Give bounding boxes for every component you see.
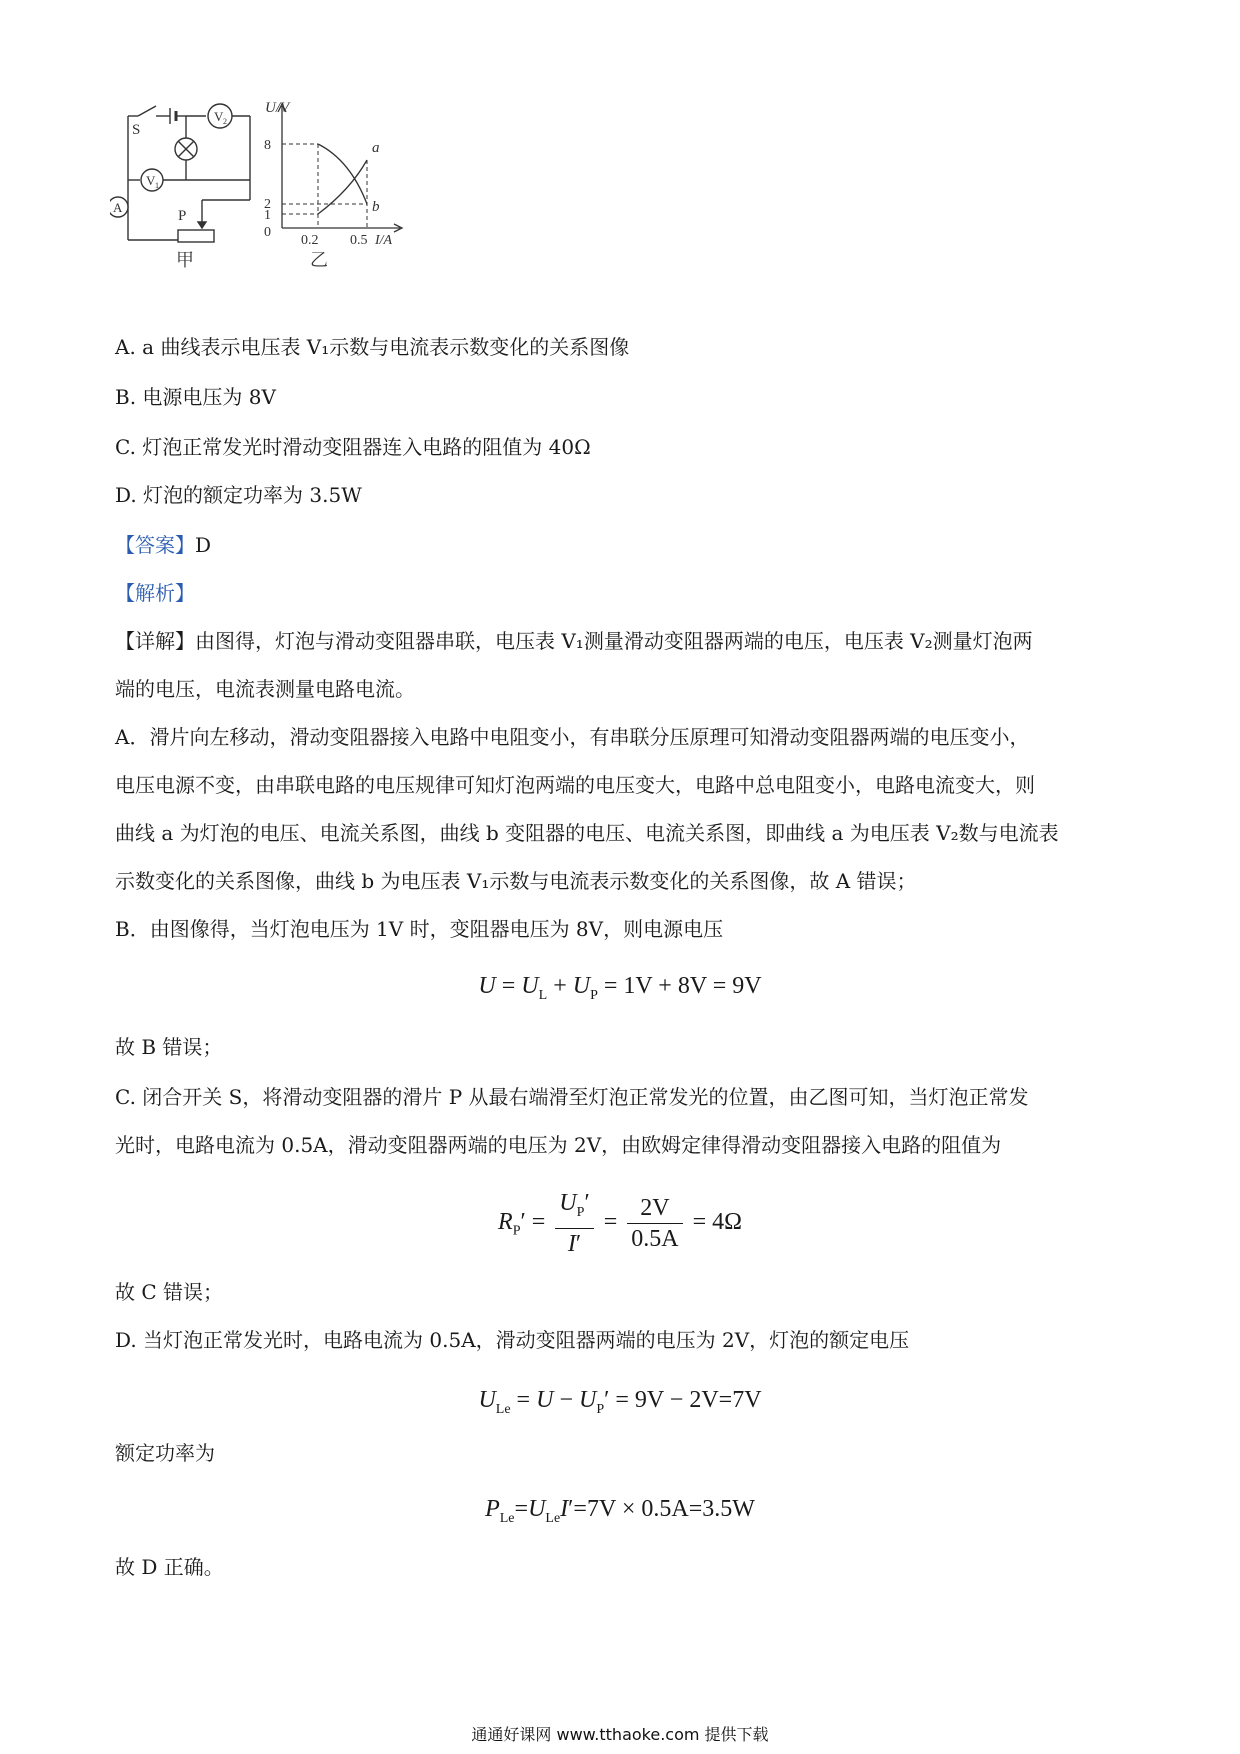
x-tick-0-2: 0.2 <box>301 233 319 248</box>
origin-label: 0 <box>264 225 271 240</box>
section-c-paragraph <box>115 1073 1135 1169</box>
voltmeter-v1-sub: 1 <box>155 181 159 190</box>
section-a-line: A．滑片向左移动，滑动变阻器接入电路中电阻变小，有串联分压原理可知滑动变阻器两端的电压变小， <box>115 725 1030 749</box>
y-tick-1: 1 <box>264 208 271 223</box>
switch-label: S <box>132 122 141 138</box>
equation-resistance: $R_P'$ = $\frac{U_P'}{I'}$ = $\frac{2V}{0.5A}$ = 4Ω <box>498 1190 742 1257</box>
curve-b <box>318 144 367 204</box>
detail-paragraph <box>115 617 1135 953</box>
equation-d2-rhs: =7V × 0.5A=3.5W <box>573 1496 755 1522</box>
equation-c-denominator: 0.5A <box>631 1225 679 1252</box>
equation-source-voltage: $U = U_L + U_P = 1V + 8V = 9V$ <box>478 973 762 1003</box>
ui-graph <box>278 104 402 232</box>
analysis-label: 【解析】 <box>115 581 195 605</box>
curve-b-label: b <box>372 199 380 215</box>
section-c-line: C. 闭合开关 S，将滑动变阻器的滑片 P 从最右端滑至灯泡正常发光的位置，由乙图可知，当灯泡正常发 <box>115 1085 1029 1109</box>
y-tick-2: 2 <box>264 197 271 212</box>
y-axis-label: U/V <box>265 100 290 116</box>
answer-value: D <box>195 533 212 557</box>
page-footer: 通通好课网 www.tthaoke.com 提供下载 <box>471 1725 769 1744</box>
section-a-line: 曲线 a 为灯泡的电压、电流关系图，曲线 b 变阻器的电压、电流关系图，即曲线 a 为电压表 V₂数与电流表 <box>115 821 1059 845</box>
circuit-and-graph-figure <box>110 100 470 310</box>
circuit-caption: 甲 <box>176 250 194 270</box>
section-c-line: 光时，电路电流为 0.5A，滑动变阻器两端的电压为 2V，由欧姆定律得滑动变阻器接入电路的阻值为 <box>115 1133 1002 1157</box>
equation-rated-power: $P_{Le}=U_{Le}I'=7V \times 0.5A=3.5W$ <box>485 1496 755 1526</box>
y-tick-8: 8 <box>264 138 271 153</box>
equation-c-result: = 4Ω <box>692 1208 742 1235</box>
voltmeter-v1-label: V <box>146 173 156 188</box>
voltmeter-v2-label: V <box>214 109 224 124</box>
detail-line: 端的电压，电流表测量电路电流。 <box>115 677 415 701</box>
section-a-line: 电压电源不变，由串联电路的电压规律可知灯泡两端的电压变大，电路中总电阻变小，电路电流变大，则 <box>115 773 1035 797</box>
section-c-conclusion: 故 C 错误； <box>115 1280 224 1304</box>
equation-d1-rhs: = 9V − 2V=7V <box>615 1387 762 1413</box>
answer-label: 【答案】 <box>115 533 195 557</box>
section-a-line: 示数变化的关系图像，曲线 b 为电压表 V₁示数与电流表示数变化的关系图像，故 A 错误； <box>115 869 917 893</box>
option-b: B. 电源电压为 8V <box>115 385 276 409</box>
section-d-conclusion: 故 D 正确。 <box>115 1555 224 1579</box>
x-tick-0-5: 0.5 <box>350 233 368 248</box>
section-b-conclusion: 故 B 错误； <box>115 1035 223 1059</box>
x-axis-label: I/A <box>375 233 393 248</box>
option-d: D. 灯泡的额定功率为 3.5W <box>115 483 362 507</box>
graph-caption: 乙 <box>310 250 328 270</box>
ammeter-label: A <box>113 200 123 215</box>
section-d-line: D. 当灯泡正常发光时，电路电流为 0.5A，滑动变阻器两端的电压为 2V，灯泡的额定电压 <box>115 1328 910 1352</box>
equation-b-rhs: = 1V + 8V = 9V <box>603 973 762 999</box>
section-b-line: B．由图像得，当灯泡电压为 1V 时，变阻器电压为 8V，则电源电压 <box>115 917 724 941</box>
answer-line <box>115 531 211 559</box>
rated-power-label: 额定功率为 <box>115 1441 215 1465</box>
option-a: A. a 曲线表示电压表 V₁示数与电流表示数变化的关系图像 <box>115 335 630 359</box>
detail-line: 【详解】由图得，灯泡与滑动变阻器串联，电压表 V₁测量滑动变阻器两端的电压，电压表 V₂测量灯泡两 <box>115 629 1033 653</box>
equation-c-numerator: 2V <box>627 1193 682 1224</box>
equation-rated-voltage: $U_{Le} = U - U_P' = 9V - 2V=7V$ <box>478 1387 762 1417</box>
slider-label: P <box>178 208 187 224</box>
voltmeter-v2-sub: 2 <box>223 117 227 126</box>
option-c: C. 灯泡正常发光时滑动变阻器连入电路的阻值为 40Ω <box>115 435 591 459</box>
curve-a-label: a <box>372 140 380 156</box>
